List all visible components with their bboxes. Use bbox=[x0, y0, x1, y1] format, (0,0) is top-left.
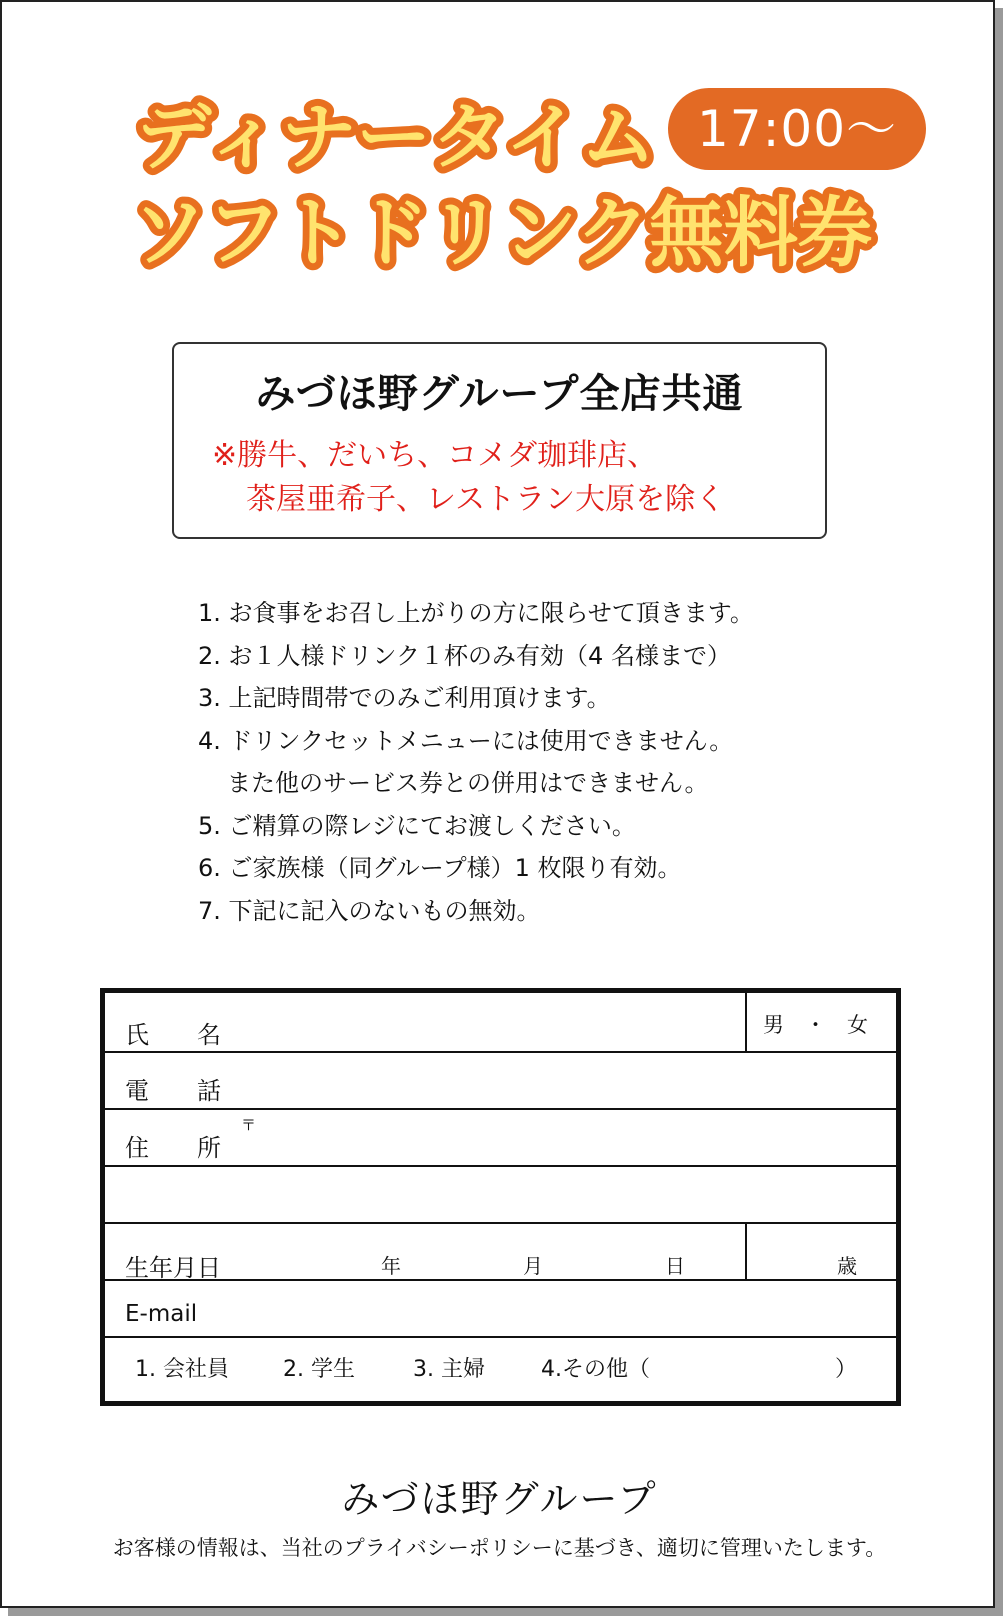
group-box bbox=[172, 342, 827, 539]
rule-item: 3. 上記時間帯でのみご利用頂けます。 bbox=[198, 684, 611, 712]
headline-line2: ソフトドリンク無料券 bbox=[132, 188, 872, 277]
occupation-option[interactable]: 4.その他（ bbox=[541, 1357, 650, 1382]
exclusion-line: 茶屋亜希子、レストラン大原を除く bbox=[246, 482, 726, 517]
month-label: 月 bbox=[523, 1254, 543, 1278]
postal-mark: 〒 bbox=[241, 1116, 257, 1134]
form-row-address[interactable] bbox=[105, 1110, 896, 1167]
email-label: E-mail bbox=[125, 1301, 198, 1327]
rule-item: 1. お食事をお召し上がりの方に限らせて頂きます。 bbox=[198, 599, 754, 627]
exclusion-line: ※勝牛、だいち、コメダ珈琲店、 bbox=[212, 438, 658, 473]
gender-choice[interactable]: 男 ・ 女 bbox=[763, 1013, 868, 1037]
occupation-close: ） bbox=[835, 1357, 858, 1382]
form-row-name[interactable] bbox=[105, 993, 896, 1053]
rule-item: 2. お１人様ドリンク１杯のみ有効（4 名様まで） bbox=[198, 641, 731, 670]
customer-form bbox=[100, 988, 901, 1406]
form-row-phone[interactable] bbox=[105, 1053, 896, 1110]
rule-item: 4. ドリンクセットメニューには使用できません。 bbox=[198, 726, 734, 755]
day-label: 日 bbox=[665, 1254, 685, 1278]
occupation-option[interactable]: 2. 学生 bbox=[283, 1357, 355, 1382]
footer-group-name: みづほ野グループ bbox=[341, 1477, 658, 1521]
form-row-email[interactable] bbox=[105, 1281, 896, 1338]
form-row-address-cont[interactable] bbox=[105, 1167, 896, 1224]
time-badge: 17:00～ bbox=[668, 88, 926, 170]
age-label: 歳 bbox=[837, 1254, 857, 1278]
name-label: 氏 名 bbox=[125, 1021, 221, 1049]
form-row-birthdate[interactable] bbox=[105, 1224, 896, 1281]
rule-item: 5. ご精算の際レジにてお渡しください。 bbox=[198, 811, 636, 840]
phone-label: 電 話 bbox=[125, 1077, 221, 1105]
rule-item: 7. 下記に記入のないもの無効。 bbox=[198, 896, 541, 925]
group-box-title: みづほ野グループ全店共通 bbox=[255, 371, 744, 417]
divider bbox=[745, 1224, 747, 1279]
privacy-note: お客様の情報は、当社のプライバシーポリシーに基づき、適切に管理いたします。 bbox=[112, 1536, 887, 1560]
address-label: 住 所 bbox=[125, 1134, 221, 1162]
headline-line1: ディナータイム bbox=[136, 95, 656, 179]
occupation-option[interactable]: 1. 会社員 bbox=[135, 1357, 229, 1382]
exclusion-note bbox=[212, 434, 725, 522]
divider bbox=[745, 993, 747, 1051]
rule-item: 6. ご家族様（同グループ様）1 枚限り有効。 bbox=[198, 854, 682, 882]
form-row-occupation[interactable] bbox=[105, 1338, 896, 1401]
year-label: 年 bbox=[381, 1254, 401, 1278]
rule-item-continuation: また他のサービス券との併用はできません。 bbox=[227, 769, 709, 797]
occupation-option[interactable]: 3. 主婦 bbox=[413, 1357, 485, 1382]
headline bbox=[2, 74, 997, 294]
rules-list bbox=[198, 592, 878, 932]
birthdate-label: 生年月日 bbox=[125, 1254, 221, 1282]
